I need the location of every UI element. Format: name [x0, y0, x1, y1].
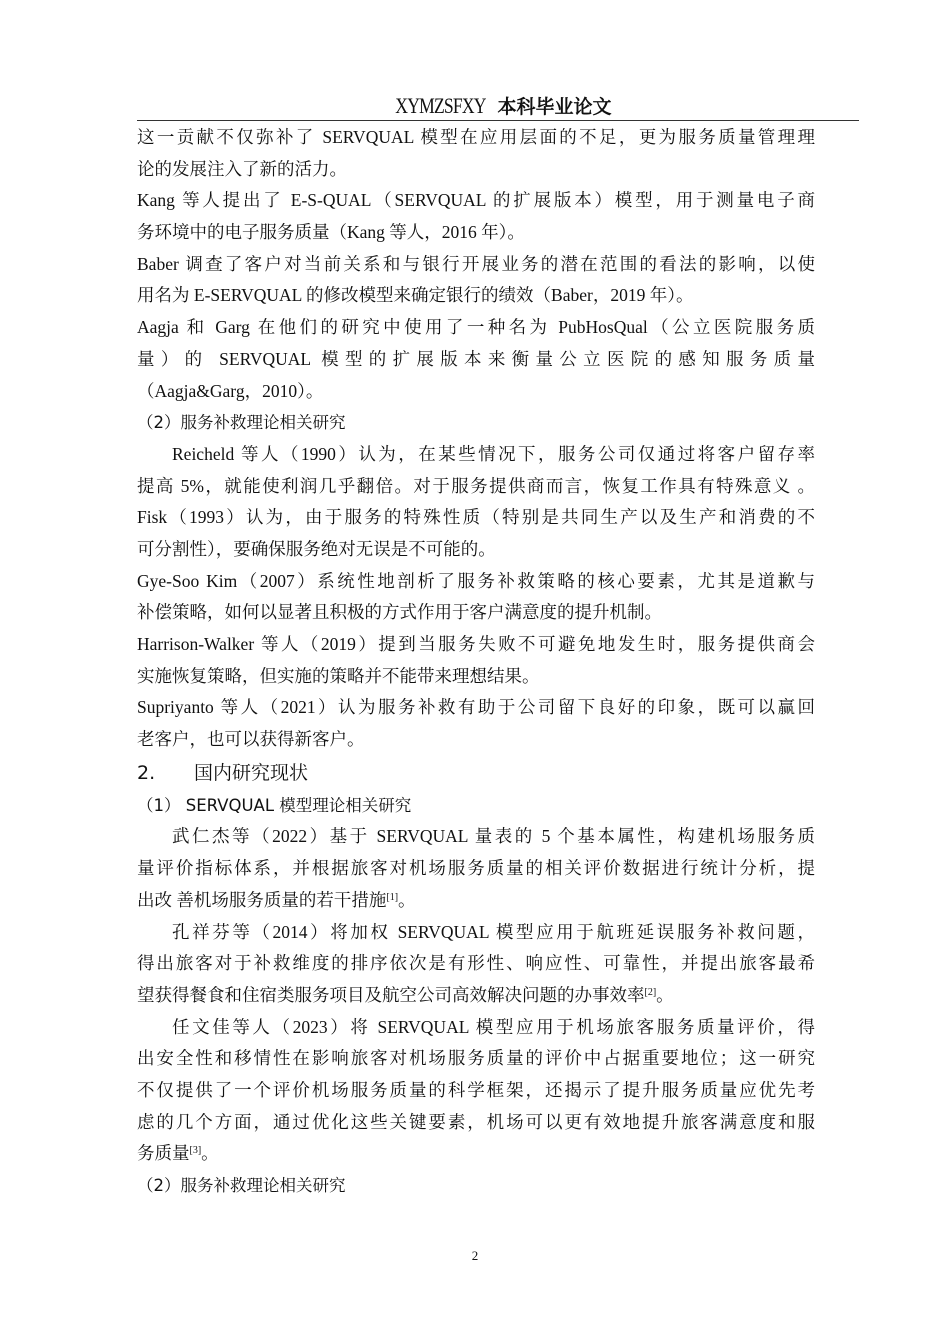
- line-text: 国内研究现状: [194, 761, 309, 784]
- line-text: 任文佳等人（2023）将 SERVQUAL 模型应用于机场旅客服务质量评价，得: [172, 1016, 815, 1037]
- line-text: Supriyanto 等人（2021）认为服务补救有助于公司留下良好的印象，既可以赢回: [137, 697, 815, 718]
- text-line: [137, 217, 815, 249]
- text-line: [137, 1012, 815, 1044]
- text-line: [137, 661, 815, 693]
- document-body: [137, 122, 815, 1202]
- line-text: 望获得餐食和住宿类服务项目及航空公司高效解决问题的办事效率: [137, 984, 645, 1005]
- text-line: [137, 249, 815, 281]
- text-line: [137, 344, 815, 376]
- line-text: （2）服务补救理论相关研究: [137, 1176, 346, 1195]
- line-text: Fisk（1993）认为，由于服务的特殊性质（特别是共同生产以及生产和消费的不: [137, 507, 815, 528]
- line-text: 提高 5%，就能使利润几乎翻倍。对于服务提供商而言，恢复工作具有特殊意义 。: [137, 475, 815, 496]
- line-text: 老客户，也可以获得新客户。: [137, 729, 365, 750]
- line-text: 务质量: [137, 1143, 190, 1164]
- text-line: [137, 154, 815, 186]
- text-line: [137, 376, 815, 408]
- line-text: 得出旅客对于补救维度的排序依次是有形性、响应性、可靠性，并提出旅客最希: [137, 953, 815, 974]
- page-number: 2: [471, 1248, 479, 1263]
- line-text: 孔祥芬等（2014）将加权 SERVQUAL 模型应用于航班延误服务补救问题，: [172, 921, 815, 942]
- line-text: 出安全性和移情性在影响旅客对机场服务质量的评价中占据重要地位；这一研究: [137, 1048, 815, 1069]
- line-text: 实施恢复策略，但实施的策略并不能带来理想结果。: [137, 665, 540, 686]
- text-line: [137, 534, 815, 566]
- text-line: [137, 312, 815, 344]
- section-number: 2.: [137, 761, 156, 784]
- citation-ref[interactable]: [1]: [386, 891, 399, 903]
- line-text: Harrison-Walker 等人（2019）提到当服务失败不可避免地发生时，服务提供商会: [137, 634, 815, 654]
- line-text: 虑的几个方面，通过优化这些关键要素，机场可以更有效地提升旅客满意度和服: [137, 1111, 815, 1132]
- line-punctuation: 。: [656, 984, 674, 1005]
- text-line: [137, 566, 815, 598]
- text-line: [137, 724, 815, 756]
- text-line: [137, 1075, 815, 1107]
- line-text: 可分割性），要确保服务绝对无误是不可能的。: [137, 538, 496, 559]
- citation-ref[interactable]: [2]: [644, 986, 657, 998]
- line-text: Reicheld 等人（1990）认为，在某些情况下，服务公司仅通过将客户留存率: [172, 443, 815, 464]
- text-line: [137, 502, 815, 534]
- text-line: [137, 185, 815, 217]
- text-line: [137, 597, 815, 629]
- text-line: [137, 692, 815, 724]
- line-text: 不仅提供了一个评价机场服务质量的科学框架，还揭示了提升服务质量应优先考: [137, 1079, 815, 1100]
- text-line: [137, 821, 815, 853]
- line-text: Kang 等人提出了 E-S-QUAL（SERVQUAL 的扩展版本）模型，用于测量电子商: [137, 190, 815, 211]
- text-line: [137, 853, 815, 885]
- header-latin: XYMZSFXY: [395, 93, 487, 118]
- text-line: [137, 439, 815, 471]
- text-line: [137, 980, 815, 1012]
- header-rule: [137, 120, 859, 121]
- text-line: [137, 1138, 815, 1170]
- text-line: [137, 280, 815, 312]
- page-header: [137, 92, 859, 121]
- line-text: 论的发展注入了新的活力。: [137, 158, 347, 179]
- line-text: 这一贡献不仅弥补了 SERVQUAL 模型在应用层面的不足，更为服务质量管理理: [137, 127, 815, 147]
- subsection-heading: [137, 407, 815, 439]
- line-text: Aagja 和 Garg 在他们的研究中使用了一种名为 PubHosQual（公立医院服务质: [137, 317, 815, 338]
- line-text: 武仁杰等（2022）基于 SERVQUAL 量表的 5 个基本属性，构建机场服务质: [172, 826, 815, 847]
- line-text: （2）服务补救理论相关研究: [137, 413, 346, 433]
- subsection-heading: [137, 1170, 815, 1202]
- text-line: [137, 471, 815, 503]
- line-text: （1） SERVQUAL 模型理论相关研究: [137, 795, 412, 815]
- line-text: Gye-Soo Kim（2007）系统性地剖析了服务补救策略的核心要素，尤其是道歉与: [137, 570, 815, 591]
- text-line: [137, 885, 815, 917]
- text-line: [137, 1107, 815, 1139]
- line-text: 出改 善机场服务质量的若干措施: [137, 889, 387, 910]
- text-line: [137, 917, 815, 949]
- line-text: （Aagja&Garg，2010）。: [137, 380, 324, 401]
- text-line: [137, 629, 815, 661]
- line-text: 补偿策略，如何以显著且积极的方式作用于客户满意度的提升机制。: [137, 602, 662, 623]
- line-text: 量）的 SERVQUAL 模型的扩展版本来衡量公立医院的感知服务质量: [137, 348, 815, 369]
- line-text: 务环境中的电子服务质量（Kang 等人，2016 年）。: [137, 222, 525, 243]
- line-punctuation: 。: [201, 1143, 219, 1164]
- citation-ref[interactable]: [3]: [189, 1145, 202, 1157]
- line-text: 量评价指标体系，并根据旅客对机场服务质量的相关评价数据进行统计分析，提: [137, 858, 815, 879]
- section-heading: [137, 756, 815, 790]
- text-line: [137, 122, 815, 154]
- text-line: [137, 948, 815, 980]
- line-text: Baber 调查了客户对当前关系和与银行开展业务的潜在范围的看法的影响，以使: [137, 253, 815, 274]
- subsection-heading: [137, 790, 815, 822]
- line-text: 用名为 E-SERVQUAL 的修改模型来确定银行的绩效（Baber，2019 年）。: [137, 285, 694, 306]
- line-punctuation: 。: [398, 889, 416, 910]
- header-title: 本科毕业论文: [497, 96, 612, 118]
- text-line: [137, 1043, 815, 1075]
